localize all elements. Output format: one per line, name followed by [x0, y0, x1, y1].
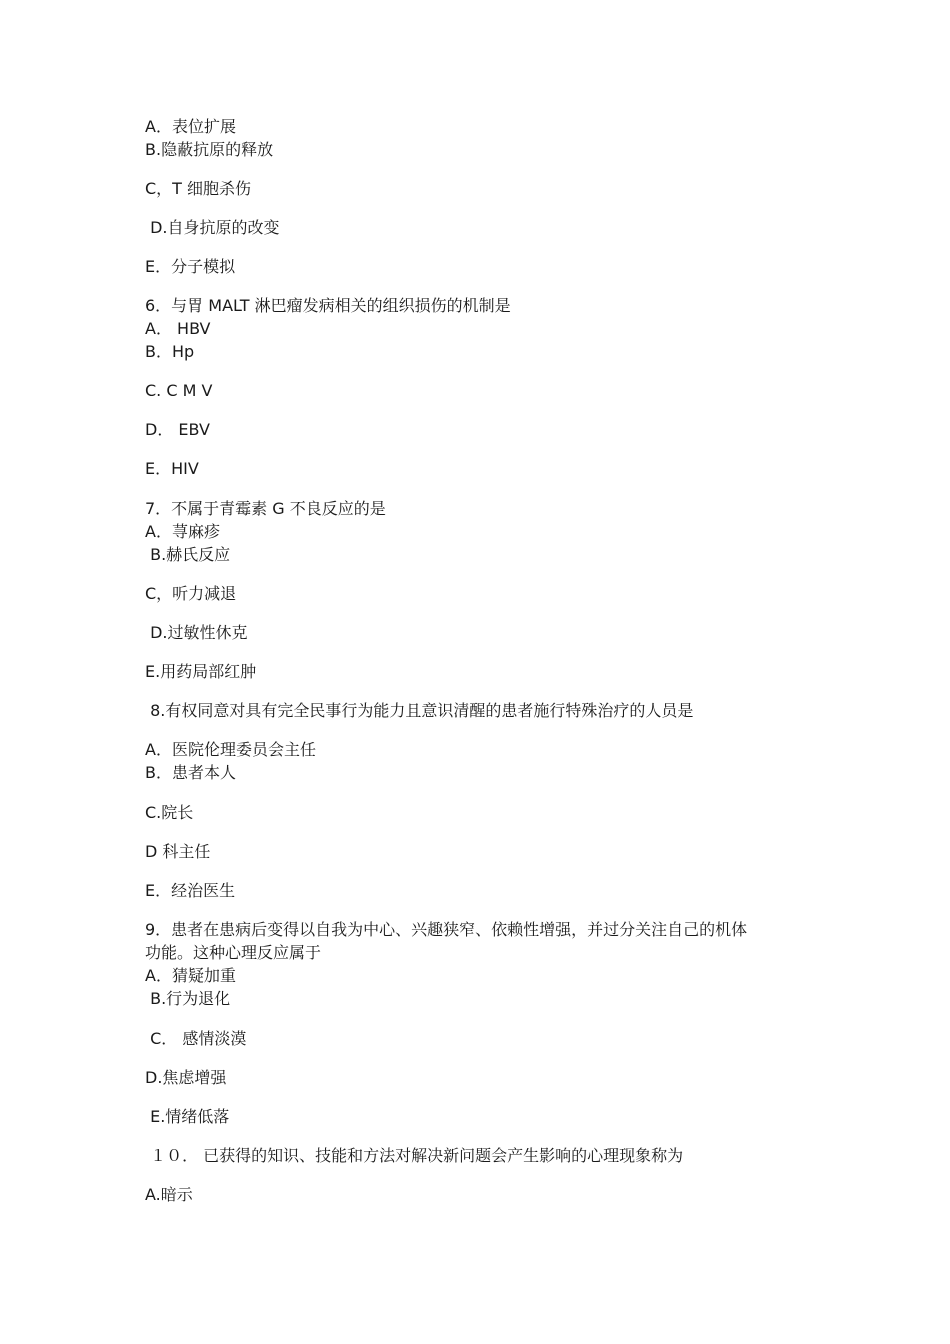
option-8d: D 科主任 [145, 842, 211, 861]
option-8e: E．经治医生 [145, 881, 236, 900]
option-7d: D.过敏性休克 [145, 623, 248, 642]
option-6a: A． HBV [145, 319, 211, 338]
question-9-line-2: 功能。这种心理反应属于 [145, 943, 322, 962]
option-7e: E.用药局部红肿 [145, 662, 257, 681]
option-7a: A．荨麻疹 [145, 522, 220, 541]
option-9e: E.情绪低落 [145, 1107, 230, 1126]
option-9d: D.焦虑增强 [145, 1068, 227, 1087]
option-7c: C，听力减退 [145, 584, 237, 603]
option-9b: B.行为退化 [145, 989, 231, 1008]
option-5b: B.隐蔽抗原的释放 [145, 140, 274, 159]
option-5c: C，T 细胞杀伤 [145, 179, 252, 198]
option-6d: D． EBV [145, 420, 210, 439]
question-9-line-1: 9．患者在患病后变得以自我为中心、兴趣狭窄、依赖性增强，并过分关注自己的机体 [145, 920, 748, 939]
option-5e: E．分子模拟 [145, 257, 236, 276]
option-9c: C． 感情淡漠 [145, 1029, 247, 1048]
option-8b: B．患者本人 [145, 763, 236, 782]
option-5d: D.自身抗原的改变 [145, 218, 280, 237]
question-6: 6．与胃 MALT 淋巴瘤发病相关的组织损伤的机制是 [145, 296, 511, 315]
question-7: 7．不属于青霉素 G 不良反应的是 [145, 499, 386, 518]
option-7b: B.赫氏反应 [145, 545, 231, 564]
option-6b: B．Hp [145, 342, 195, 361]
option-6e: E．HIV [145, 459, 199, 478]
option-10a: A.暗示 [145, 1185, 193, 1204]
option-8c: C.院长 [145, 803, 194, 822]
option-9a: A．猜疑加重 [145, 966, 236, 985]
question-10: １０． 已获得的知识、技能和方法对解决新问题会产生影响的心理现象称为 [145, 1146, 684, 1165]
option-6c: C. C M V [145, 381, 213, 400]
question-8: 8.有权同意对具有完全民事行为能力且意识清醒的患者施行特殊治疗的人员是 [145, 701, 694, 720]
option-5a: A．表位扩展 [145, 117, 236, 136]
option-8a: A．医院伦理委员会主任 [145, 740, 316, 759]
